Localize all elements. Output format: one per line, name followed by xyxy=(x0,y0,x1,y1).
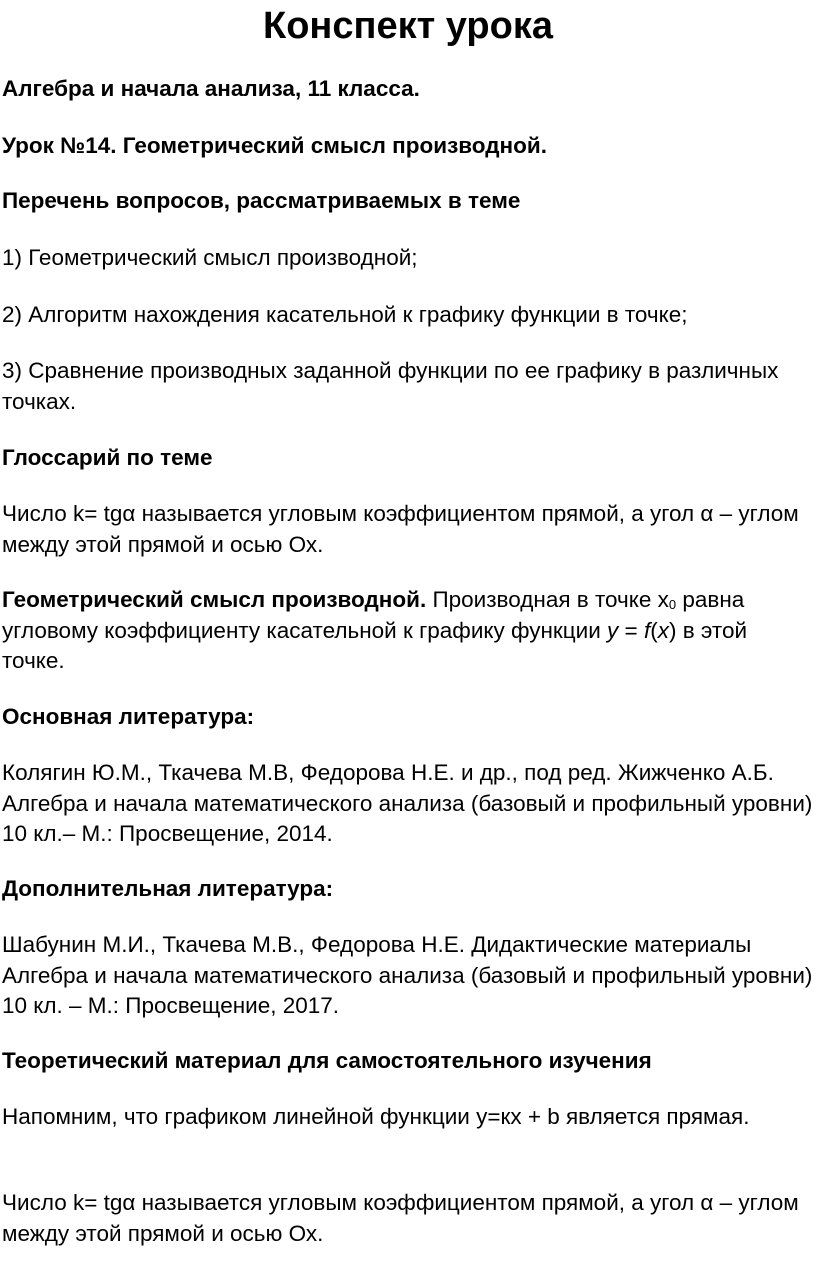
formula-paren-open: ( xyxy=(650,617,658,643)
formula-y: y xyxy=(607,617,619,643)
formula-f: f xyxy=(643,617,651,643)
derivative-meaning-text-1: Производная в точке x xyxy=(426,587,669,612)
question-item-3: 3) Сравнение производных заданной функции по ее графику в различных точках. xyxy=(2,358,779,414)
formula-equals: = xyxy=(618,617,644,643)
glossary-heading: Глоссарий по теме xyxy=(2,445,213,470)
lesson-title: Урок №14. Геометрический смысл производной. xyxy=(2,133,547,158)
question-item-2: 2) Алгоритм нахождения касательной к графику функции в точке; xyxy=(2,302,688,327)
extra-literature-heading: Дополнительная литература: xyxy=(2,876,334,901)
formula-x: x xyxy=(657,617,669,643)
questions-heading: Перечень вопросов, рассматриваемых в теме xyxy=(2,188,521,213)
theory-heading: Теоретический материал для самостоятельного изучения xyxy=(2,1048,652,1073)
glossary-derivative-meaning xyxy=(2,585,814,677)
theory-paragraph-2: Число k= tgα называется угловым коэффициентом прямой, а угол α – углом между этой прямой и осью Ох. xyxy=(2,1190,799,1246)
main-literature-text: Колягин Ю.М., Ткачева М.В, Федорова Н.Е. и др., под ред. Жижченко А.Б. Алгебра и начала математического анализа (базовый и профильный уровни) 10 кл.– М.: Просвещение, 2014. xyxy=(2,760,813,846)
derivative-meaning-text-2: равна угловому коэффициенту касательной к графику функции xyxy=(2,587,745,643)
x-zero-subscript: 0 xyxy=(668,597,677,612)
glossary-slope-definition: Число k= tgα называется угловым коэффициентом прямой, а угол α – углом между этой прямой и осью Ох. xyxy=(2,501,799,557)
derivative-meaning-tail: в этой точке. xyxy=(2,617,748,673)
question-item-1: 1) Геометрический смысл производной; xyxy=(2,245,418,270)
extra-literature-text: Шабунин М.И., Ткачева М.В., Федорова Н.Е. Дидактические материалы Алгебра и начала математического анализа (базовый и профильный уровни) 10 кл. – М.: Просвещение, 2017. xyxy=(2,932,813,1018)
formula-paren-close: ) xyxy=(668,617,677,643)
theory-paragraph-1: Напомним, что графиком линейной функции y=кx + b является прямая. xyxy=(2,1104,750,1129)
derivative-meaning-term: Геометрический смысл производной. xyxy=(2,587,427,612)
subject-line: Алгебра и начала анализа, 11 класса. xyxy=(2,76,420,101)
main-literature-heading: Основная литература: xyxy=(2,704,255,729)
page-title: Конспект урока xyxy=(263,5,553,47)
